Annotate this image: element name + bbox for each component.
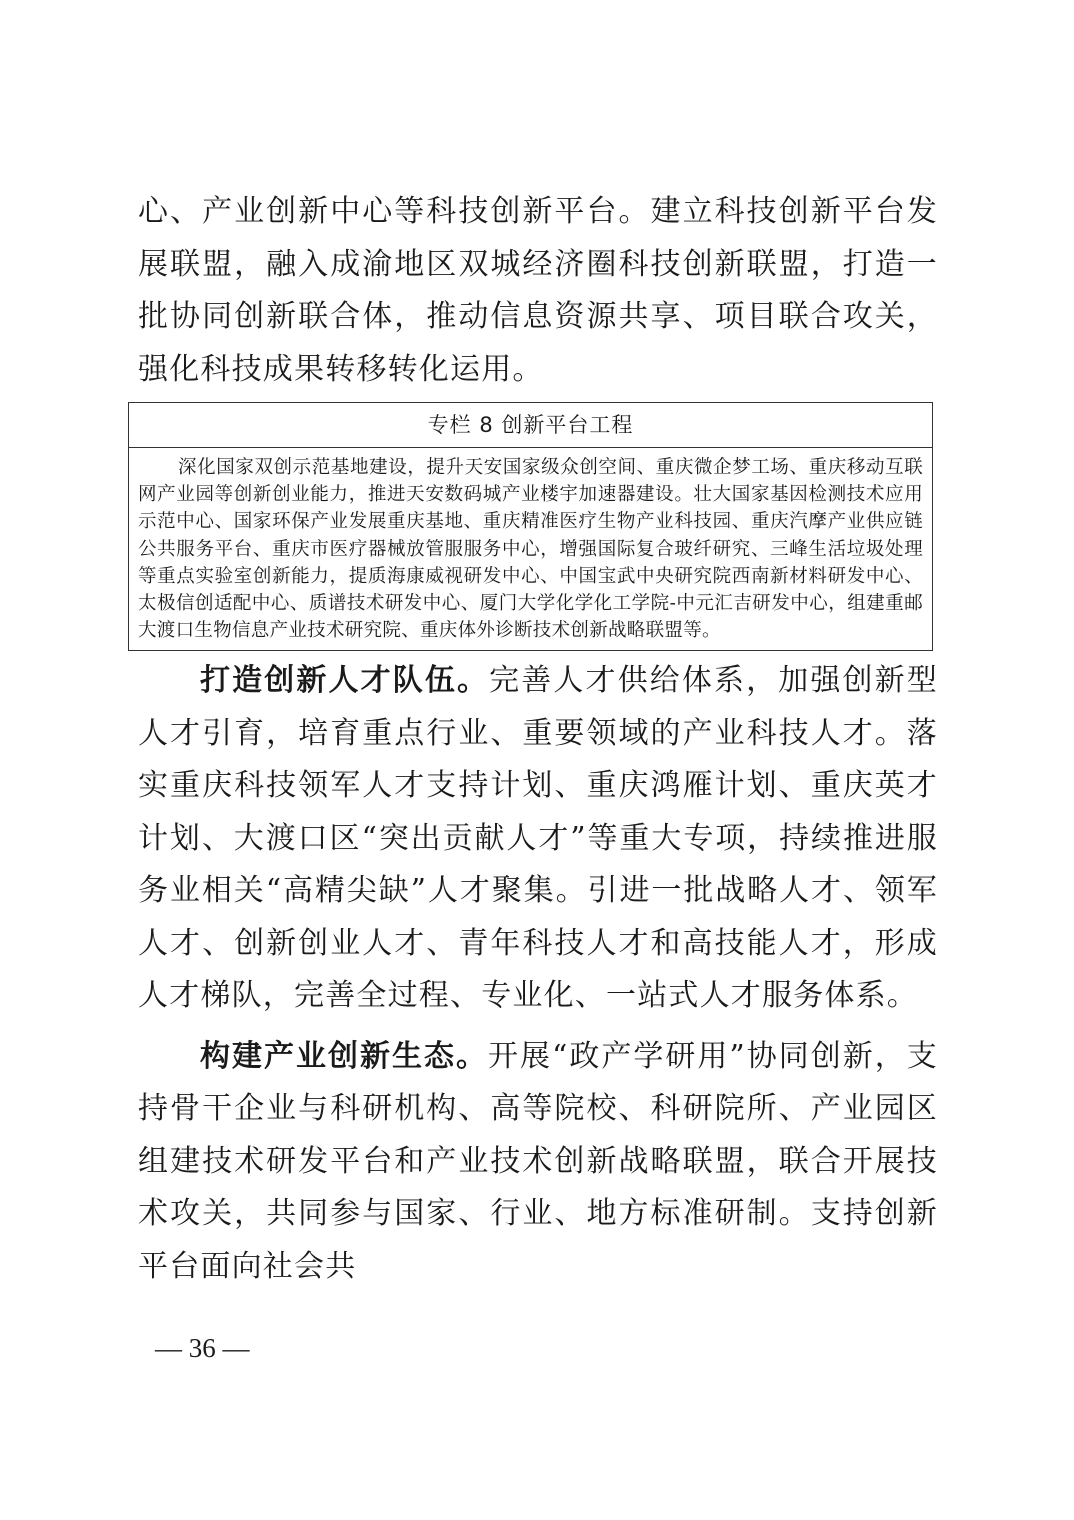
sidebar-box-innovation-platform [128, 402, 933, 651]
paragraph-heading-ecosystem: 构建产业创新生态。 [200, 1038, 489, 1074]
paragraph-body-ecosystem: 开展“政产学研用”协同创新，支持骨干企业与科研机构、高等院校、科研院所、产业园区组建技术研发平台和产业技术创新战略联盟，联合开展技术攻关，共同参与国家、行业、地方标准研制。支持创新平台面向社会共 [138, 1038, 938, 1284]
paragraph-innovation-ecosystem [138, 1031, 938, 1294]
paragraph-platforms-continued: 心、产业创新中心等科技创新平台。建立科技创新平台发展联盟，融入成渝地区双城经济圈科技创新联盟，打造一批协同创新联合体，推动信息资源共享、项目联合攻关，强化科技成果转移转化运用。 [138, 194, 938, 387]
sidebar-box-title: 专栏 8 创新平台工程 [129, 403, 932, 448]
paragraph-heading-talent: 打造创新人才队伍。 [200, 663, 490, 699]
paragraph-body-talent: 完善人才供给体系，加强创新型人才引育，培育重点行业、重要领域的产业科技人才。落实重庆科技领军人才支持计划、重庆鸿雁计划、重庆英才计划、大渡口区“突出贡献人才”等重大专项，持续推进服务业相关“高精尖缺”人才聚集。引进一批战略人才、领军人才、创新创业人才、青年科技人才和高技能人才，形成人才梯队，完善全过程、专业化、一站式人才服务体系。 [138, 663, 938, 1014]
paragraph-talent-team [138, 655, 938, 1023]
sidebar-box-body: 深化国家双创示范基地建设，提升天安国家级众创空间、重庆微企梦工场、重庆移动互联网产业园等创新创业能力，推进天安数码城产业楼宇加速器建设。壮大国家基因检测技术应用示范中心、国家环保产业发展重庆基地、重庆精准医疗生物产业科技园、重庆汽摩产业供应链公共服务平台、重庆市医疗器械放管服服务中心，增强国际复合玻纤研究、三峰生活垃圾处理等重点实验室创新能力，提质海康威视研发中心、中国宝武中央研究院西南新材料研发中心、太极信创适配中心、质谱技术研发中心、厦门大学化学化工学院-中元汇吉研发中心，组建重邮大渡口生物信息产业技术研究院、重庆体外诊断技术创新战略联盟等。 [138, 457, 923, 642]
page-number: — 36 — [155, 1333, 250, 1364]
